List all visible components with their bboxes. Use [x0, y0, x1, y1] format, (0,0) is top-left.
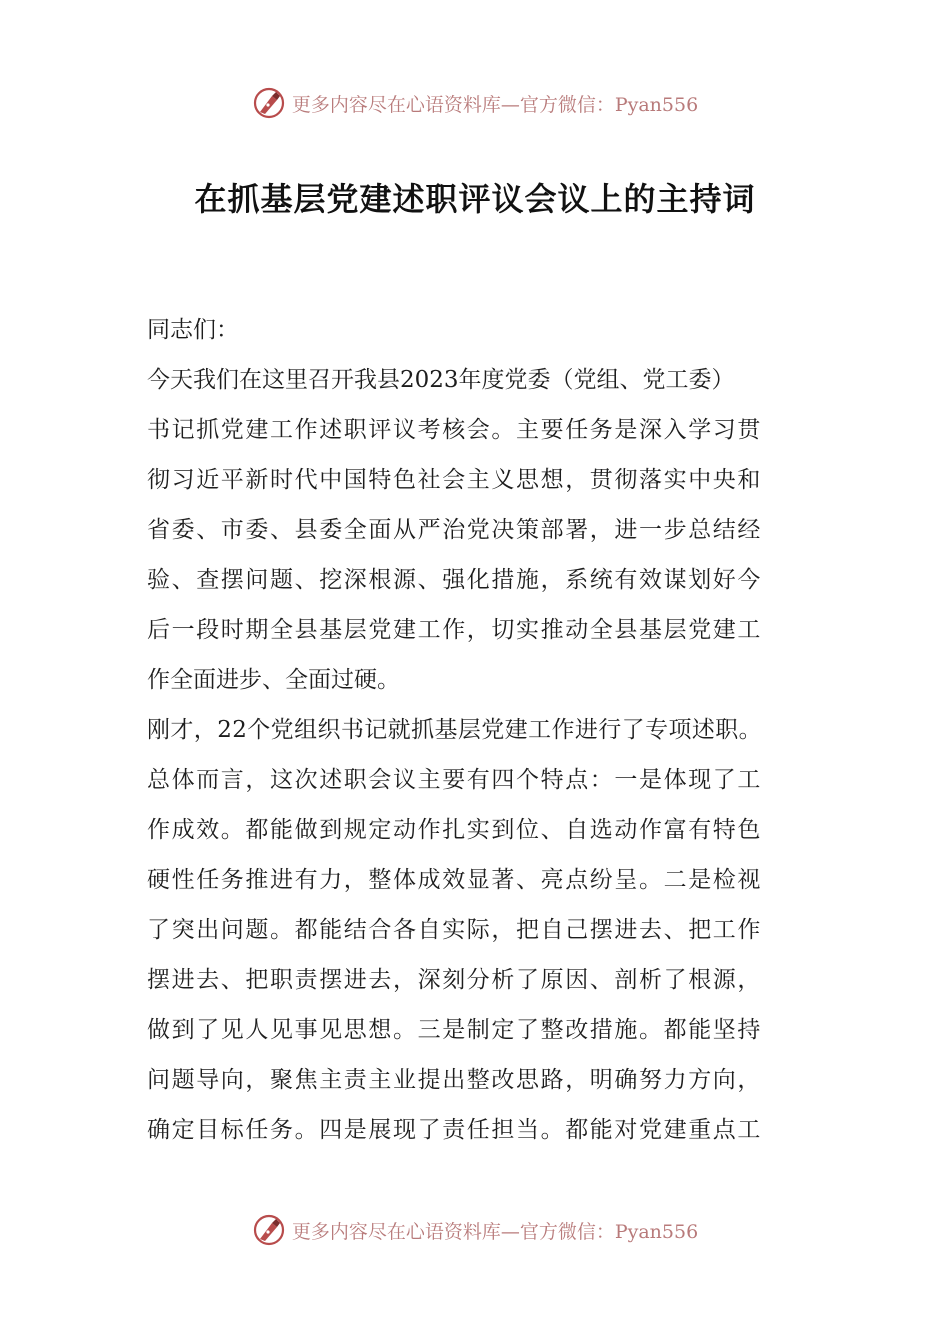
header-banner — [0, 83, 950, 123]
pen-nib-logo-icon — [252, 86, 286, 120]
body-line: 书记抓党建工作述职评议考核会。主要任务是深入学习贯 — [147, 417, 762, 443]
body-line: 省委、市委、县委全面从严治党决策部署，进一步总结经 — [147, 517, 762, 543]
body-line: 作全面进步、全面过硬。 — [147, 667, 400, 693]
greeting-line: 同志们： — [147, 317, 239, 343]
body-line: 做到了见人见事见思想。三是制定了整改措施。都能坚持 — [147, 1017, 762, 1043]
body-line: 问题导向，聚焦主责主业提出整改思路，明确努力方向， — [147, 1067, 762, 1093]
body-line: 彻习近平新时代中国特色社会主义思想，贯彻落实中央和 — [147, 467, 762, 493]
document-title: 在抓基层党建述职评议会议上的主持词 — [194, 180, 756, 218]
body-line: 后一段时期全县基层党建工作，切实推动全县基层党建工 — [147, 617, 762, 643]
body-line: 了突出问题。都能结合各自实际，把自己摆进去、把工作 — [147, 917, 762, 943]
document-body — [147, 305, 837, 1155]
header-banner-text: 更多内容尽在心语资料库—官方微信：Pyan556 — [291, 93, 699, 116]
body-line: 摆进去、把职责摆进去，深刻分析了原因、剖析了根源， — [147, 967, 762, 993]
body-line: 总体而言，这次述职会议主要有四个特点：一是体现了工 — [147, 767, 762, 793]
pen-nib-logo-icon — [252, 1213, 286, 1247]
body-line: 验、查摆问题、挖深根源、强化措施，系统有效谋划好今 — [147, 567, 762, 593]
body-line: 作成效。都能做到规定动作扎实到位、自选动作富有特色 — [147, 817, 762, 843]
body-line: 刚才，22个党组织书记就抓基层党建工作进行了专项述职。 — [147, 717, 763, 743]
body-line: 今天我们在这里召开我县2023年度党委（党组、党工委） — [147, 367, 735, 393]
body-line: 硬性任务推进有力，整体成效显著、亮点纷呈。二是检视 — [147, 867, 762, 893]
footer-banner-text: 更多内容尽在心语资料库—官方微信：Pyan556 — [291, 1220, 699, 1243]
footer-banner — [0, 1210, 950, 1250]
body-line: 确定目标任务。四是展现了责任担当。都能对党建重点工 — [147, 1117, 762, 1143]
